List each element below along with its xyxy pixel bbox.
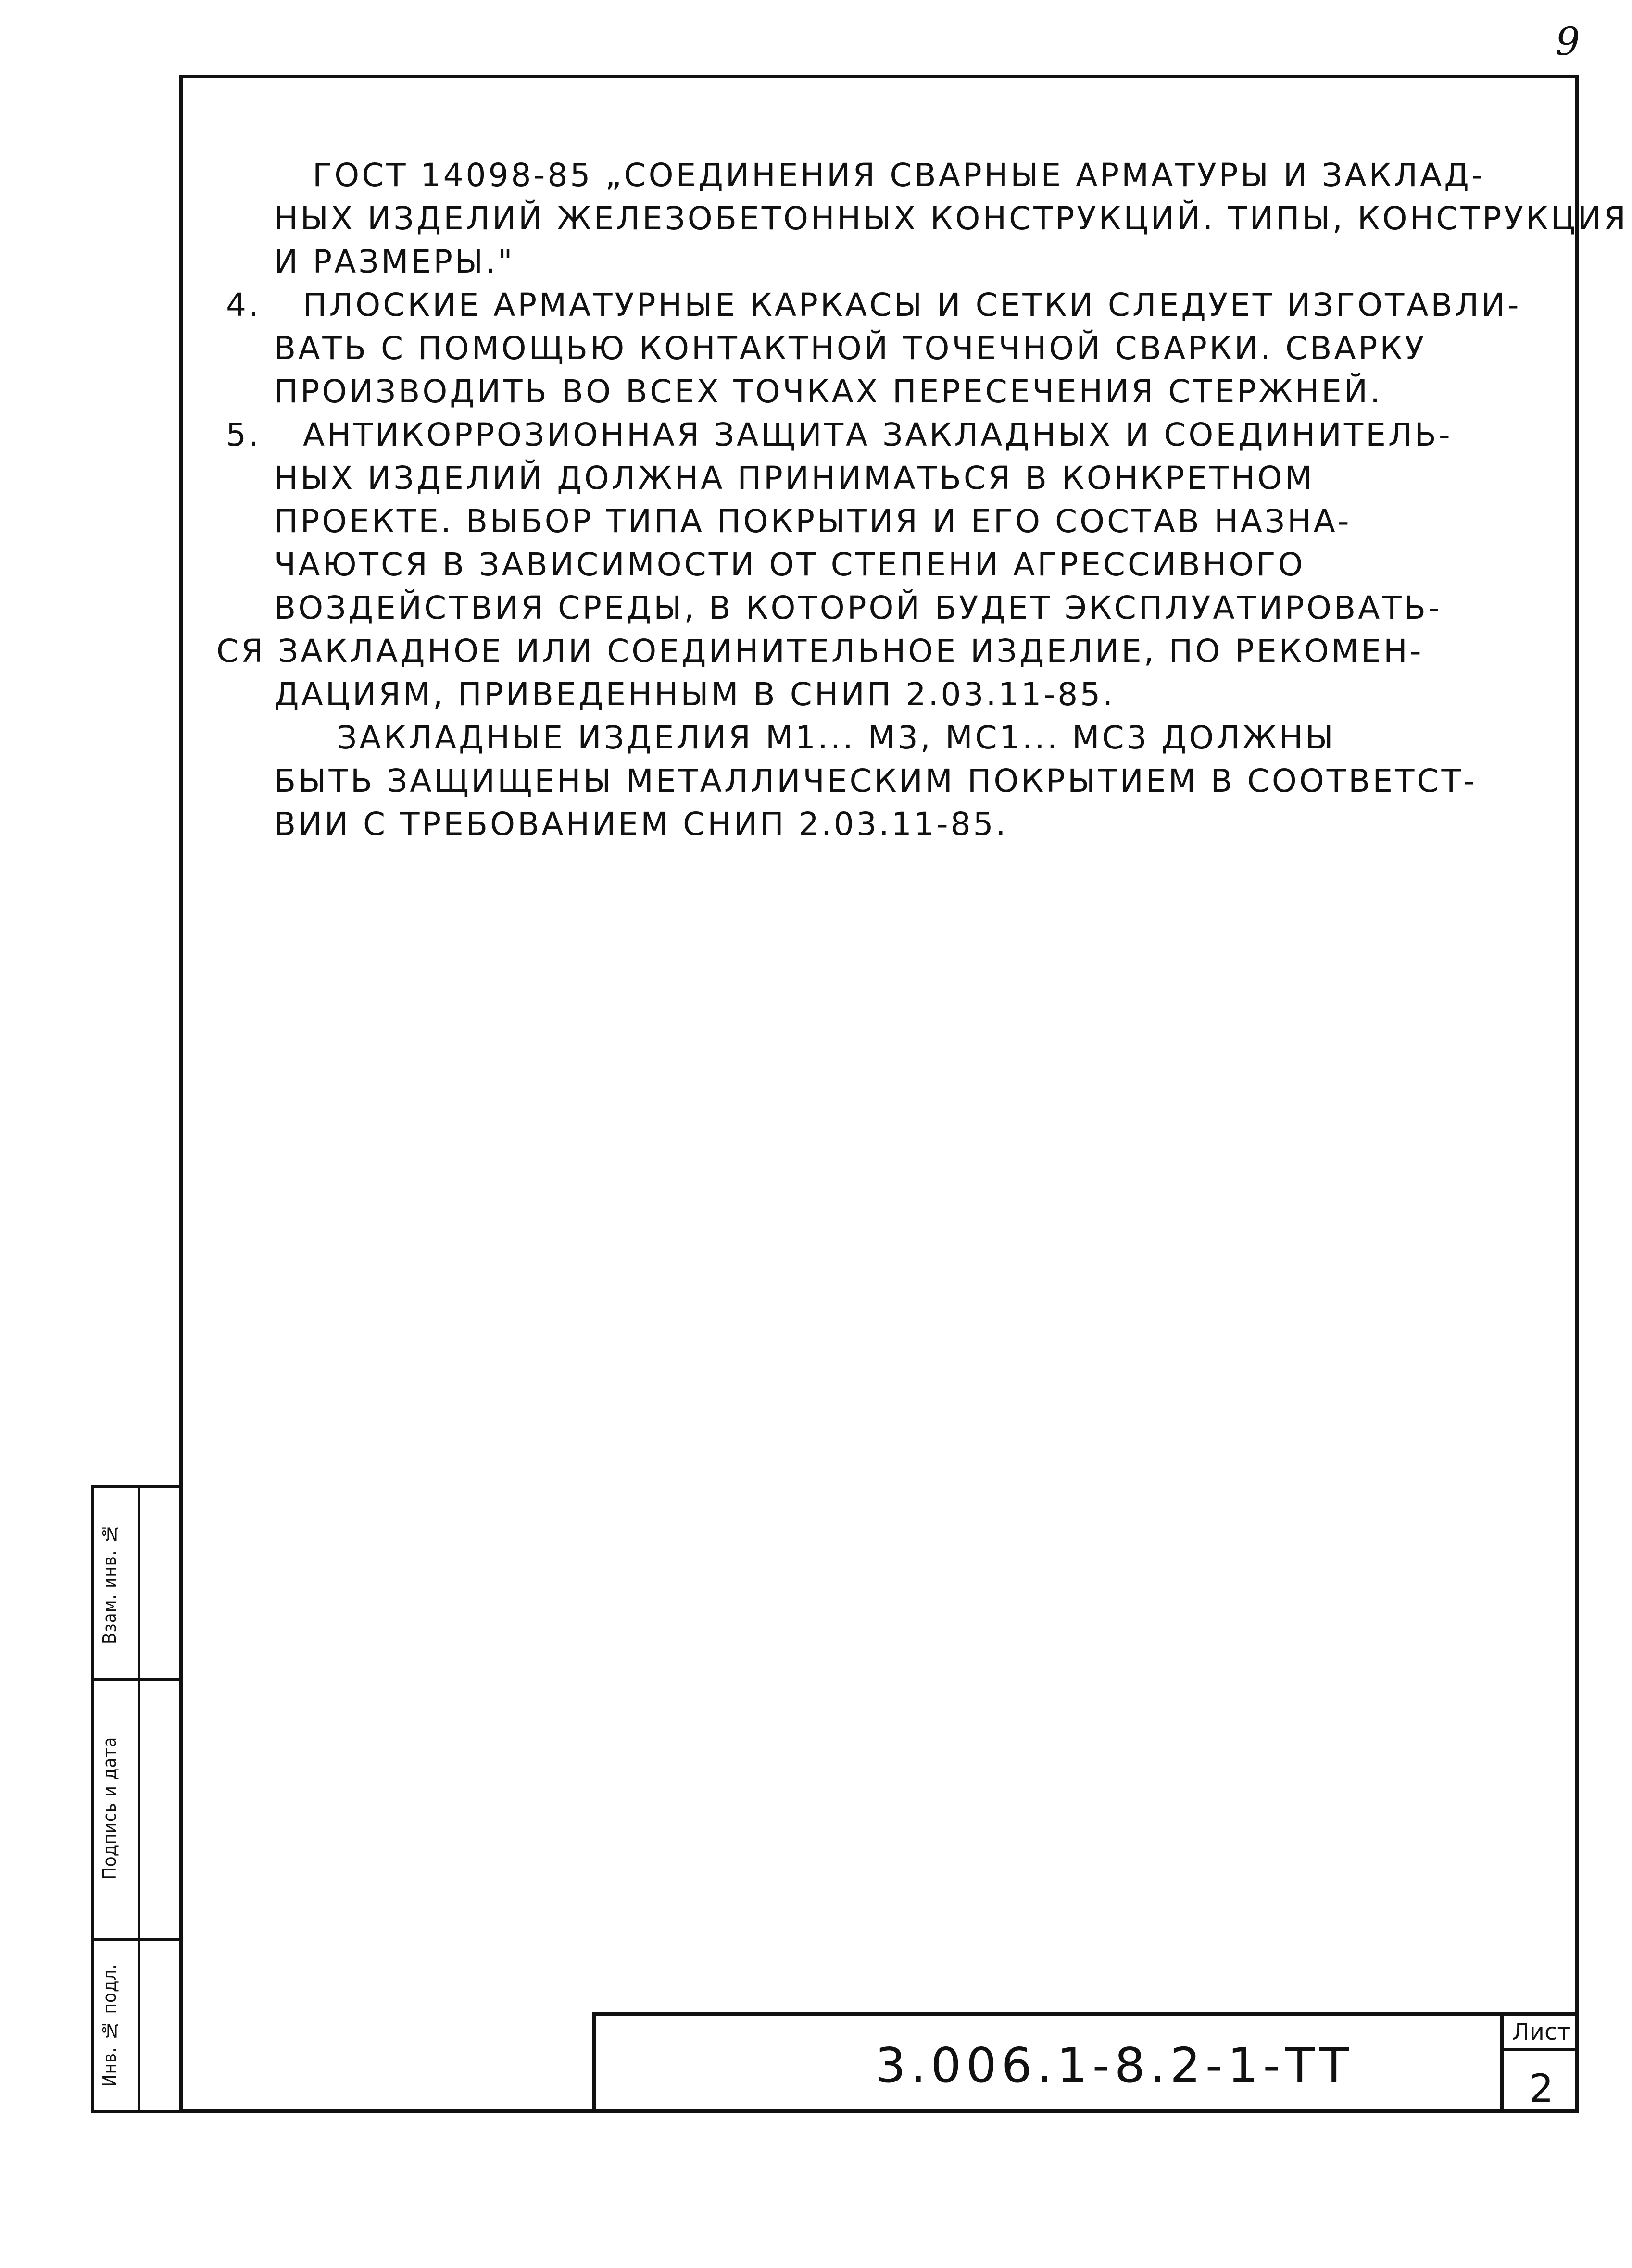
- item-5-number: 5.: [226, 416, 261, 453]
- title-block: [592, 2012, 1579, 2113]
- item-5-text-1: АНТИКОРРОЗИОННАЯ ЗАЩИТА ЗАКЛАДНЫХ И СОЕДИНИТЕЛЬ-: [303, 416, 1453, 453]
- item-5-line-3: ПРОЕКТЕ. ВЫБОР ТИПА ПОКРЫТИЯ И ЕГО СОСТАВ НАЗНА-: [274, 503, 1352, 540]
- sheet-cell: [1500, 2016, 1579, 2113]
- embedded-parts-line-1: ЗАКЛАДНЫЕ ИЗДЕЛИЯ М1... М3, МС1... МС3 ДОЛЖНЫ: [337, 719, 1336, 756]
- item-4-line-2: ВАТЬ С ПОМОЩЬЮ КОНТАКТНОЙ ТОЧЕЧНОЙ СВАРКИ. СВАРКУ: [274, 330, 1427, 367]
- item-5-line-2: НЫХ ИЗДЕЛИЙ ДОЛЖНА ПРИНИМАТЬСЯ В КОНКРЕТНОМ: [274, 460, 1315, 497]
- stamp-original-inventory-label: Инв. № подл.: [99, 1963, 120, 2087]
- stamp-column-divider: [138, 1488, 140, 2110]
- stamp-signature-date-label: Подпись и дата: [99, 1736, 120, 1880]
- item-5-line-1: [216, 413, 1572, 457]
- stamp-replace-inventory-label: Взам. инв. №: [99, 1522, 120, 1644]
- item-4-line-3: ПРОИЗВОДИТЬ ВО ВСЕХ ТОЧКАХ ПЕРЕСЕЧЕНИЯ СТЕРЖНЕЙ.: [274, 373, 1383, 410]
- document-code: 3.006.1-8.2-1-ТТ: [875, 2037, 1354, 2094]
- embedded-parts-line-2: БЫТЬ ЗАЩИЩЕНЫ МЕТАЛЛИЧЕСКИМ ПОКРЫТИЕМ В СООТВЕТСТ-: [274, 762, 1477, 799]
- item-5-line-5: ВОЗДЕЙСТВИЯ СРЕДЫ, В КОТОРОЙ БУДЕТ ЭКСПЛУАТИРОВАТЬ-: [274, 589, 1442, 626]
- item-5-line-4: ЧАЮТСЯ В ЗАВИСИМОСТИ ОТ СТЕПЕНИ АГРЕССИВНОГО: [274, 546, 1306, 583]
- item-5-line-7: ДАЦИЯМ, ПРИВЕДЕННЫМ В СНИП 2.03.11-85.: [274, 676, 1116, 713]
- item-4-line-1: [216, 284, 1572, 327]
- approval-stamp-strip: [91, 1485, 179, 2113]
- item-4-text-1: ПЛОСКИЕ АРМАТУРНЫЕ КАРКАСЫ И СЕТКИ СЛЕДУЕТ ИЗГОТАВЛИ-: [303, 287, 1521, 324]
- gost-reference-line-1: ГОСТ 14098-85 „СОЕДИНЕНИЯ СВАРНЫЕ АРМАТУРЫ И ЗАКЛАД-: [313, 157, 1485, 194]
- notes-body: [216, 154, 1629, 846]
- gost-reference-line-2: НЫХ ИЗДЕЛИЙ ЖЕЛЕЗОБЕТОННЫХ КОНСТРУКЦИЙ. ТИПЫ, КОНСТРУКЦИЯ: [274, 200, 1629, 237]
- item-5-line-6: СЯ ЗАКЛАДНОЕ ИЛИ СОЕДИНИТЕЛЬНОЕ ИЗДЕЛИЕ, ПО РЕКОМЕН-: [216, 633, 1424, 670]
- embedded-parts-line-3: ВИИ С ТРЕБОВАНИЕМ СНИП 2.03.11-85.: [274, 806, 1008, 843]
- gost-reference-line-3: И РАЗМЕРЫ.": [274, 243, 515, 280]
- sheet-label: Лист: [1504, 2019, 1579, 2051]
- page-number: 9: [1556, 19, 1580, 64]
- item-4-number: 4.: [226, 287, 261, 324]
- sheet-number: 2: [1529, 2066, 1554, 2111]
